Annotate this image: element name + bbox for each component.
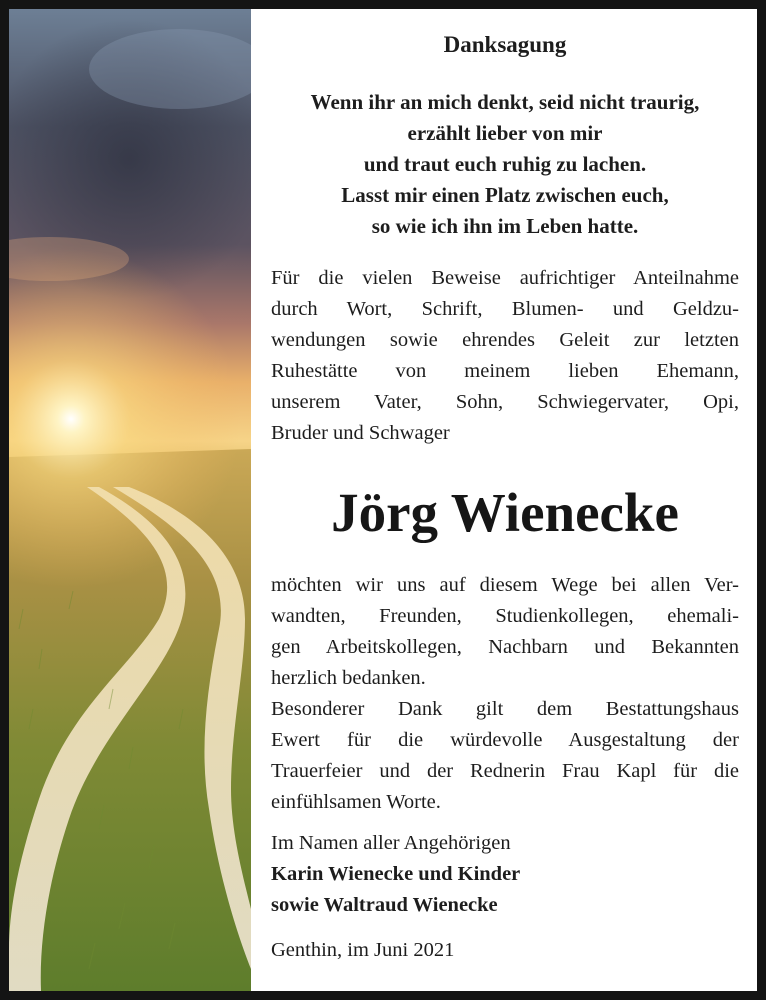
thanks-line: herzlich bedanken. bbox=[271, 667, 426, 689]
poem bbox=[271, 87, 739, 242]
intro-line: unserem Vater, Sohn, Schwiegervater, Opi, bbox=[271, 391, 739, 413]
thanks-line: Ewert für die würdevolle Ausgestaltung der bbox=[271, 729, 739, 751]
signature-intro: Im Namen aller Angehörigen bbox=[271, 832, 511, 854]
notice-heading: Danksagung bbox=[443, 32, 567, 57]
thanks-line: Besonderer Dank gilt dem Bestattungshaus bbox=[271, 698, 739, 720]
intro-line: wendungen sowie ehrendes Geleit zur letzten bbox=[271, 329, 739, 351]
intro-paragraph bbox=[271, 263, 739, 449]
thanks-line: möchten wir uns auf diesem Wege bei allen Ver- bbox=[271, 574, 739, 596]
intro-line: durch Wort, Schrift, Blumen- und Geldzu- bbox=[271, 298, 739, 320]
signatory: Karin Wienecke und Kinder bbox=[271, 863, 521, 885]
poem-line: so wie ich ihn im Leben hatte. bbox=[371, 214, 639, 238]
signatory: sowie Waltraud Wienecke bbox=[271, 894, 498, 916]
place-date: Genthin, im Juni 2021 bbox=[271, 939, 455, 961]
sunset-field-path-photo bbox=[9, 9, 251, 991]
poem-line: und traut euch ruhig zu lachen. bbox=[363, 152, 647, 176]
thanks-paragraph bbox=[271, 570, 739, 818]
intro-line: Ruhestätte von meinem lieben Ehemann, bbox=[271, 360, 739, 382]
thanks-line: wandten, Freunden, Studienkollegen, ehemali- bbox=[271, 605, 739, 627]
poem-line: Wenn ihr an mich denkt, seid nicht traurig, bbox=[310, 90, 700, 114]
poem-line: Lasst mir einen Platz zwischen euch, bbox=[341, 183, 669, 207]
poem-line: erzählt lieber von mir bbox=[407, 121, 603, 145]
obituary-card bbox=[9, 9, 757, 991]
intro-line: Bruder und Schwager bbox=[271, 422, 450, 444]
thanks-line: gen Arbeitskollegen, Nachbarn und Bekannten bbox=[271, 636, 739, 658]
deceased-name: Jörg Wienecke bbox=[331, 482, 679, 543]
thanks-line: Trauerfeier und der Rednerin Frau Kapl für die bbox=[271, 760, 739, 782]
signature-block bbox=[271, 828, 739, 921]
intro-line: Für die vielen Beweise aufrichtiger Anteilnahme bbox=[271, 267, 739, 289]
thanks-line: einfühlsamen Worte. bbox=[271, 791, 441, 813]
